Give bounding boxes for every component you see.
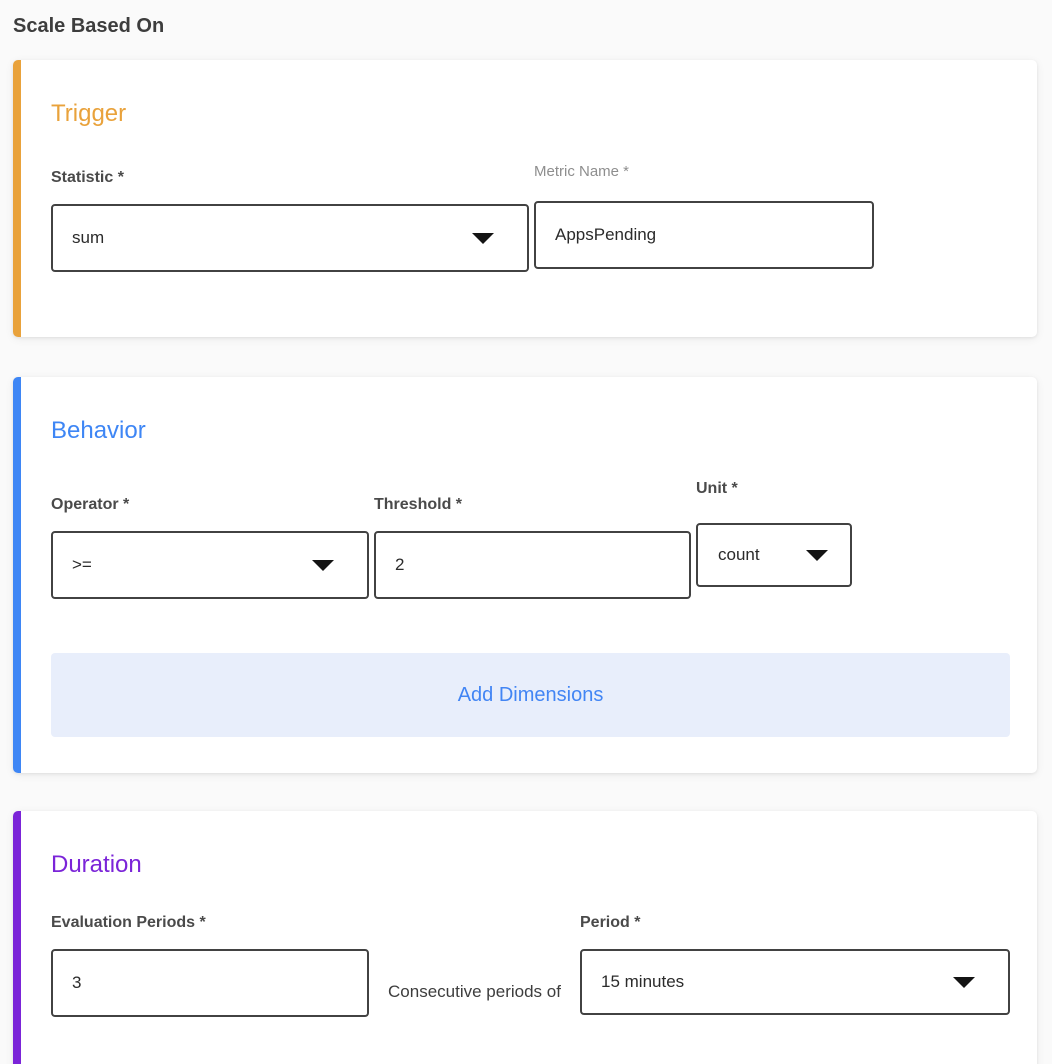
behavior-heading: Behavior xyxy=(51,417,146,444)
behavior-accent-bar xyxy=(13,377,21,773)
chevron-down-icon xyxy=(312,560,334,571)
trigger-heading: Trigger xyxy=(51,100,127,127)
operator-field xyxy=(51,497,369,599)
trigger-accent-bar xyxy=(13,60,21,337)
period-selected-value: 15 minutes xyxy=(601,972,685,991)
unit-label: Unit * xyxy=(696,480,738,497)
chevron-down-icon xyxy=(953,977,975,988)
evaluation-periods-field xyxy=(51,915,369,1017)
metric-name-label: Metric Name * xyxy=(534,163,630,180)
trigger-card xyxy=(13,60,1037,337)
add-dimensions-button[interactable]: Add Dimensions xyxy=(51,653,1010,737)
operator-selected-value: >= xyxy=(72,555,92,574)
unit-field xyxy=(696,481,852,587)
threshold-label: Threshold * xyxy=(374,496,463,513)
period-label: Period * xyxy=(580,914,641,931)
metric-name-field xyxy=(534,164,874,269)
duration-accent-bar xyxy=(13,811,21,1064)
unit-selected-value: count xyxy=(718,545,760,564)
page-title: Scale Based On xyxy=(13,15,165,37)
chevron-down-icon xyxy=(472,233,494,244)
statistic-select[interactable] xyxy=(51,204,529,272)
threshold-input[interactable] xyxy=(374,531,691,599)
period-select[interactable] xyxy=(580,949,1010,1015)
statistic-label: Statistic * xyxy=(51,169,124,186)
threshold-field xyxy=(374,497,691,599)
operator-select[interactable] xyxy=(51,531,369,599)
behavior-card xyxy=(13,377,1037,773)
duration-card xyxy=(13,811,1037,1064)
statistic-selected-value: sum xyxy=(72,228,105,247)
period-field xyxy=(580,915,1010,1015)
operator-label: Operator * xyxy=(51,496,130,513)
statistic-field xyxy=(51,170,529,272)
metric-name-input[interactable] xyxy=(534,201,874,269)
duration-heading: Duration xyxy=(51,851,142,878)
evaluation-periods-label: Evaluation Periods * xyxy=(51,914,206,931)
consecutive-periods-caption: Consecutive periods of xyxy=(388,981,561,1001)
unit-select[interactable] xyxy=(696,523,852,587)
evaluation-periods-input[interactable] xyxy=(51,949,369,1017)
chevron-down-icon xyxy=(806,550,828,561)
